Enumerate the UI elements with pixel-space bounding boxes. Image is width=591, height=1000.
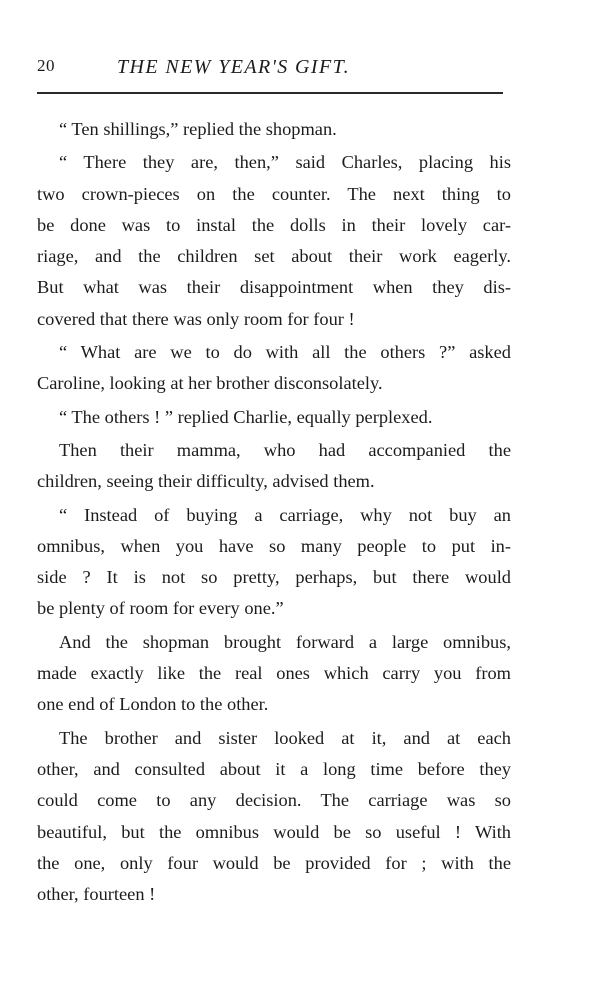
paragraph — [37, 337, 511, 400]
page-header — [37, 56, 503, 86]
text-line: side ? It is not so pretty, perhaps, but there would — [37, 567, 511, 588]
paragraph — [37, 114, 511, 145]
text-line: “ Instead of buying a carriage, why not buy an — [59, 504, 511, 525]
paragraph — [37, 627, 511, 721]
text-line: The brother and sister looked at it, and at each — [59, 727, 511, 748]
text-line: riage, and the children set about their work eagerly. — [37, 246, 511, 267]
paragraph — [37, 435, 511, 498]
text-line: “ The others ! ” replied Charlie, equally perplexed. — [59, 406, 433, 427]
paragraph — [37, 147, 511, 335]
text-line: other, and consulted about it a long time before they — [37, 758, 511, 779]
text-line: made exactly like the real ones which carry you from — [37, 663, 511, 684]
text-line: Caroline, looking at her brother disconsolately. — [37, 373, 383, 394]
running-title: THE NEW YEAR'S GIFT. — [117, 56, 351, 78]
text-line: “ There they are, then,” said Charles, placing his — [59, 152, 511, 173]
text-line: beautiful, but the omnibus would be so useful ! With — [37, 821, 511, 842]
text-line: children, seeing their difficulty, advised them. — [37, 471, 375, 492]
text-line: And the shopman brought forward a large omnibus, — [59, 631, 511, 652]
text-line: “ What are we to do with all the others ?” asked — [59, 342, 511, 363]
text-line: other, fourteen ! — [37, 884, 156, 905]
text-line: Then their mamma, who had accompanied the — [59, 439, 511, 460]
text-line: could come to any decision. The carriage was so — [37, 790, 511, 811]
text-line: omnibus, when you have so many people to put in- — [37, 535, 511, 556]
text-line: be plenty of room for every one.” — [37, 598, 284, 619]
text-line: “ Ten shillings,” replied the shopman. — [59, 119, 337, 139]
page-number: 20 — [37, 56, 55, 75]
header-rule — [37, 92, 503, 94]
text-line: one end of London to the other. — [37, 694, 269, 715]
text-line: But what was their disappointment when they dis- — [37, 277, 511, 298]
paragraph — [37, 723, 511, 911]
text-line: be done was to instal the dolls in their lovely car- — [37, 214, 511, 235]
paragraph — [37, 402, 511, 433]
text-line: the one, only four would be provided for ; with the — [37, 852, 511, 873]
text-line: covered that there was only room for four ! — [37, 308, 355, 329]
paragraph — [37, 500, 511, 625]
text-line: two crown-pieces on the counter. The next thing to — [37, 183, 511, 204]
body-text — [37, 114, 511, 910]
